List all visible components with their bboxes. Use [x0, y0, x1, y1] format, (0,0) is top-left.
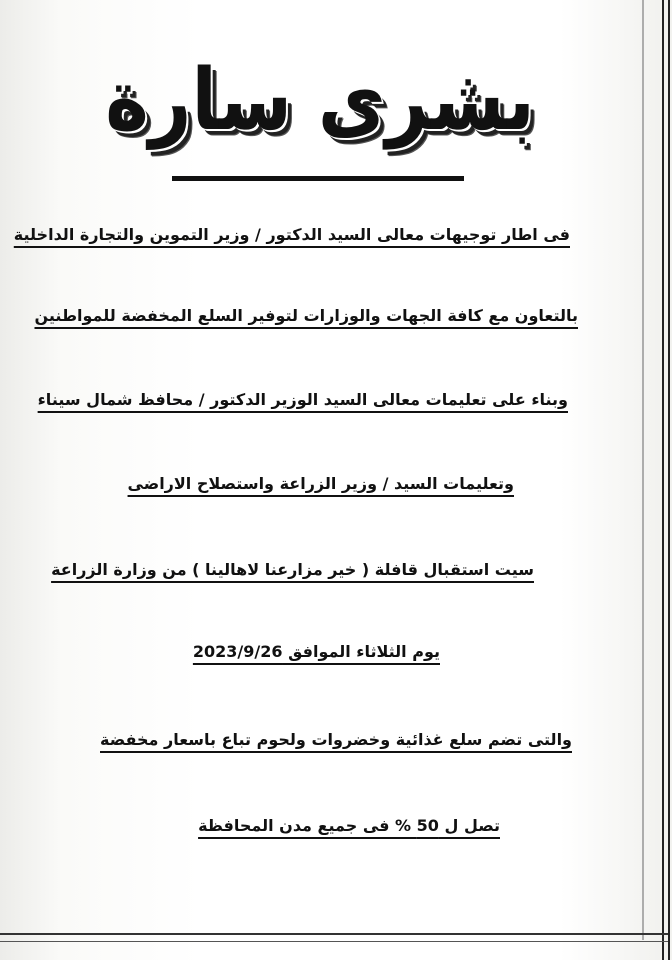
- announcement-line-4: وتعليمات السيد / وزير الزراعة واستصلاح الاراضى: [127, 474, 514, 493]
- announcement-line-3: وبناء على تعليمات معالى السيد الوزير الدكتور / محافظ شمال سيناء: [37, 390, 568, 409]
- announcement-discount-line: تصل ل 50 % فى جميع مدن المحافظة: [198, 816, 500, 835]
- headline: بشرى سارة: [105, 50, 535, 150]
- announcement-line-2: بالتعاون مع كافة الجهات والوزارات لتوفير السلع المخفضة للمواطنين: [34, 306, 578, 325]
- title-underline-rule: [172, 176, 464, 181]
- page-border-right: [662, 0, 670, 960]
- announcement-line-5: سيت استقبال قافلة ( خير مزارعنا لاهالينا ) من وزارة الزراعة: [51, 560, 534, 579]
- page-border-inner: [642, 0, 644, 940]
- announcement-line-7: والتى تضم سلع غذائية وخضروات ولحوم تباع باسعار مخفضة: [100, 730, 572, 749]
- announcement-line-1: فى اطار توجيهات معالى السيد الدكتور / وزير التموين والتجارة الداخلية: [13, 225, 570, 244]
- page-border-bottom: [0, 933, 668, 942]
- announcement-date-line: يوم الثلاثاء الموافق 2023/9/26: [192, 642, 440, 661]
